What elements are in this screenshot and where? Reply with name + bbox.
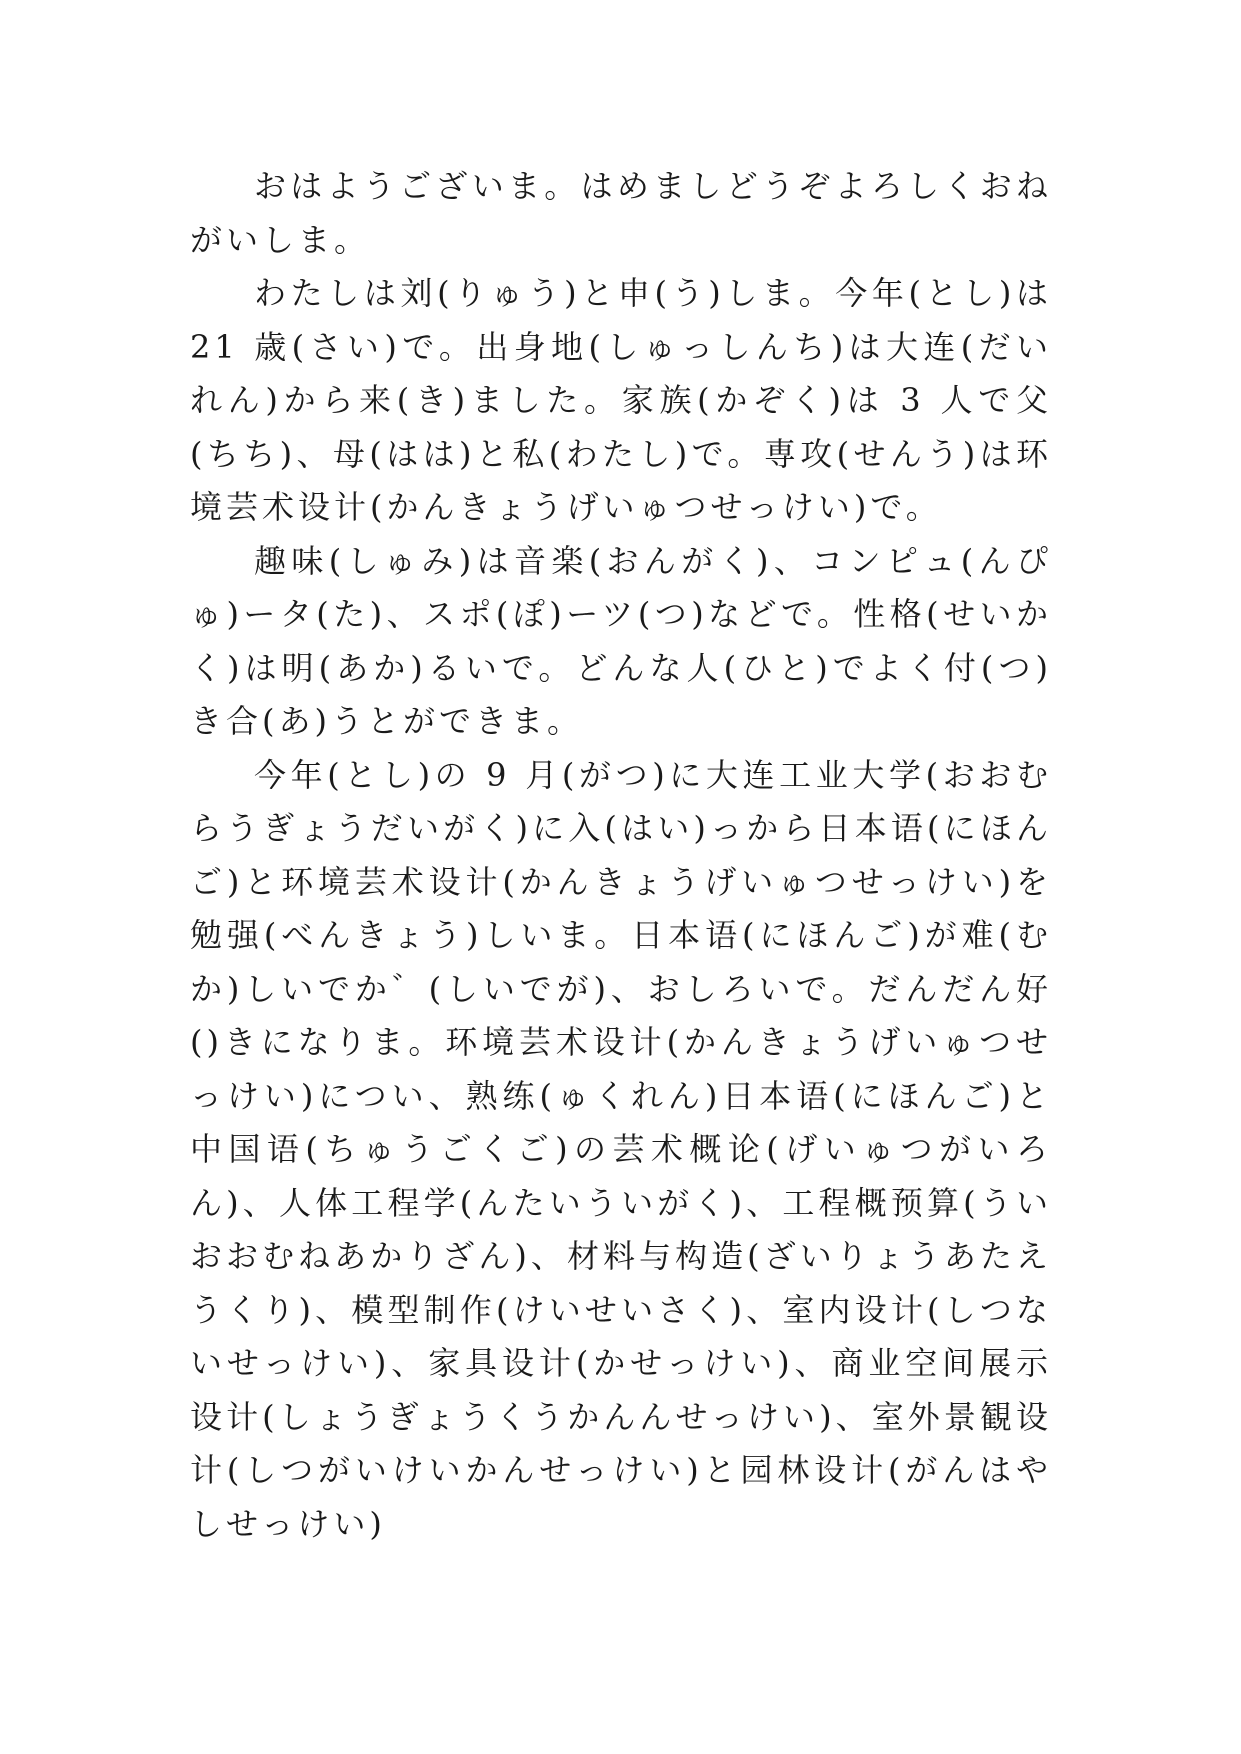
paragraph-hobbies: 趣味(しゅみ)は音楽(おんがく)、コンピュ(んぴゅ)ータ(た)、スポ(ぽ)ーツ(つ)などで。性格(せいかく)は明(あか)るいで。どんな人(ひと)でよく付(つ)き合(あ)うとができま。 xyxy=(190,541,1052,740)
paragraph-studies: 今年(とし)の 9 月(がつ)に大连工业大学(おおむらうぎょうだいがく)に入(はい)っから日本语(にほんご)と环境芸术设计(かんきょうげいゅつせっけい)を勉强(べんきょう)しいま。日本语(にほんご)が难(むか)しいでか゛(しいでが)、おしろいで。だんだん好()きになりま。环境芸术设计(かんきょうげいゅつせっけい)につい、熟练(ゅくれん)日本语(にほんご)と中国语(ちゅうごくご)の芸术概论(げいゅつがいろん)、人体工程学(んたいういがく)、工程概预算(ういおおむねあかりざん)、材料与构造(ざいりょうあたえうくり)、模型制作(けいせいさく)、室内设计(しつないせっけい)、家具设计(かせっけい)、商业空间展示设计(しょうぎょうくうかんんせっけい)、室外景観设计(しつがいけいかんせっけい)と园林设计(がんはやしせっけい) xyxy=(190,755,1052,1543)
paragraph-self-introduction: わたしは刘(りゅう)と申(う)しま。今年(とし)は 21 歳(さい)で。出身地(しゅっしんち)は大连(だいれん)から来(き)ました。家族(かぞく)は 3 人で父(ちち)、母(はは)と私(わたし)で。専攻(せんう)は环境芸术设计(かんきょうげいゅつせっけい)で。 xyxy=(190,274,1052,526)
paragraph-greeting: おはようございま。はめましどうぞよろしくおねがいしま。 xyxy=(190,167,1052,259)
document-body xyxy=(190,160,1052,1551)
